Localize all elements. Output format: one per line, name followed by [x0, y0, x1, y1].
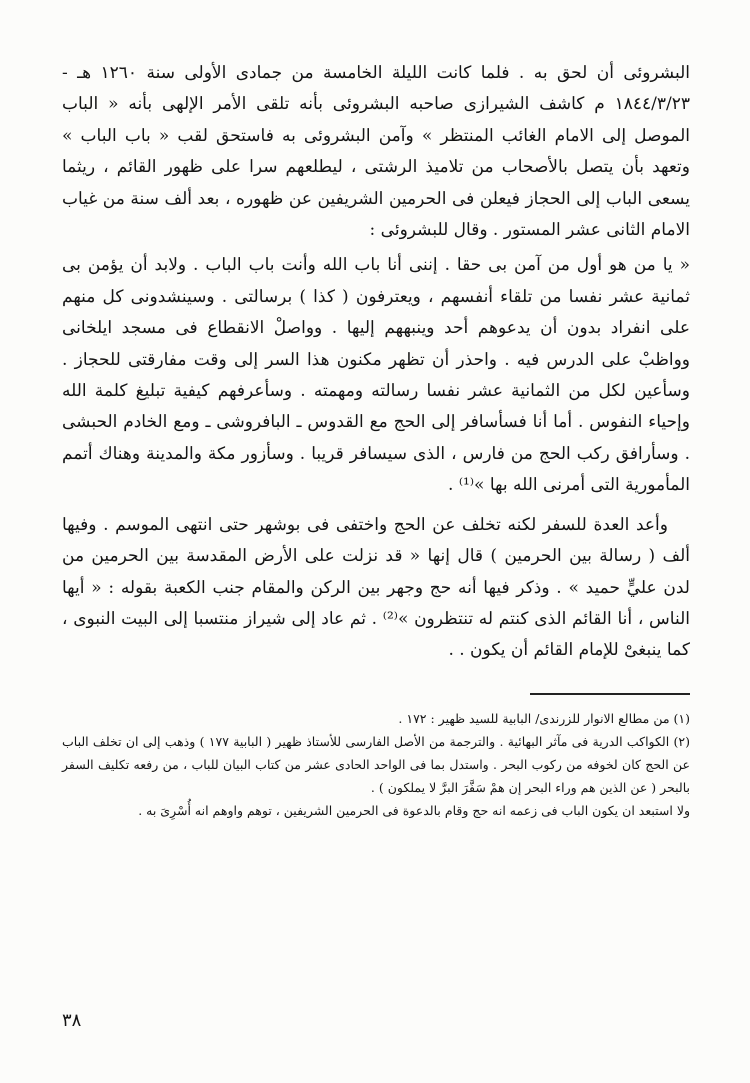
footnote-separator [530, 693, 690, 695]
paragraph-intro: البشروئى أن لحق به . فلما كانت الليلة الخامسة من جمادى الأولى سنة ١٢٦٠ هـ - ١٨٤٤/٣/٢٣ م كاشف الشيرازى صاحبه البشروئى بأنه تلقى الأمر الإلهى بأنه « الباب الموصل إلى الامام الغائب المنتظر » وآمن البشروئى به فاستحق لقب « باب الباب » وتعهد بأن يتصل بالأصحاب من تلاميذ الرشتى ، ليطلعهم سرا على ظهور القائم ، ريثما يسعى الباب إلى الحجاز فيعلن فى الحرمين الشريفين عن ظهوره ، بعد ألف سنة من غياب الامام الثانى عشر المستور . وقال للبشروئى : [62, 63, 691, 241]
footnotes [62, 707, 690, 822]
footnote-2: (٢) الكواكب الدرية فى مآثر البهائية . والترجمة من الأصل الفارسى للأستاذ ظهير ( البابية ١٧٧ ) وذهب إلى ان تخلف الباب عن الحج كان لخوفه من ركوب البحر . واستدل بما فى الواحد الحادى عشر من كتاب البيان للباب ، من رفعه تكليف السفر بالبحر ( عن الذين هم وراء البحر إن همْ سَفَّرَ البرَّ لا يملكون ) . [62, 733, 690, 795]
page-content [62, 58, 690, 822]
paragraph-return: وأعد العدة للسفر لكنه تخلف عن الحج واختفى فى بوشهر حتى انتهى الموسم . وفيها ألف ( رسالة بين الحرمين ) قال إنها « قد نزلت على الأرض المقدسة بين الحرمين من لدن عليٍّ حميد » . وذكر فيها أنه حج وجهر بين الركن والمقام جنب الكعبة بقوله : « أيها الناس ، أنا القائم الذى كنتم له تنتظرون »⁽²⁾ . ثم عاد إلى شيراز منتسبا إلى البيت النبوى ، كما ينبغىْ للإمام القائم أن يكون . . [62, 514, 690, 661]
page-number: ٣٨ [62, 1010, 82, 1031]
footnote-2-continuation: ولا استبعد ان يكون الباب فى زعمه انه حج وقام بالدعوة فى الحرمين الشريفين ، توهم واوهم انه أُسْرِىَ به . [138, 802, 690, 818]
footnote-1: (١) من مطالع الانوار للزرندى/ البابية للسيد ظهير : ١٧٢ . [398, 710, 690, 726]
paragraph-quote: « يا من هو أول من آمن بى حقا . إننى أنا باب الله وأنت باب الباب . ولابد أن يؤمن بى ثمانية عشر نفسا من تلقاء أنفسهم ، ويعترفون ( كذا ) برسالتى . وسينشدونى كل منهم على انفراد بدون أن يدعوهم أحد وينبههم إليها . وواصلْ الانقطاع فى مسجد ايلخانى وواظبْ على الدرس فيه . واحذر أن تظهر مكنون هذا السر إلى وقت مفارقتى للحجاز . وسأعين لكل من الثمانية عشر نفسا رسالته ومهمته . وسأعرفهم كيفية تبليغ كلمة الله وإحياء النفوس . أما أنا فسأسافر إلى الحج مع القدوس ـ البافروشى ـ ومع الخادم الحبشى . وسأرافق ركب الحج من فارس ، الذى سيسافر قريبا . وسأزور مكة والمدينة وهناك أتمم المأمورية التى أمرنى الله بها »⁽¹⁾ . [62, 255, 690, 496]
